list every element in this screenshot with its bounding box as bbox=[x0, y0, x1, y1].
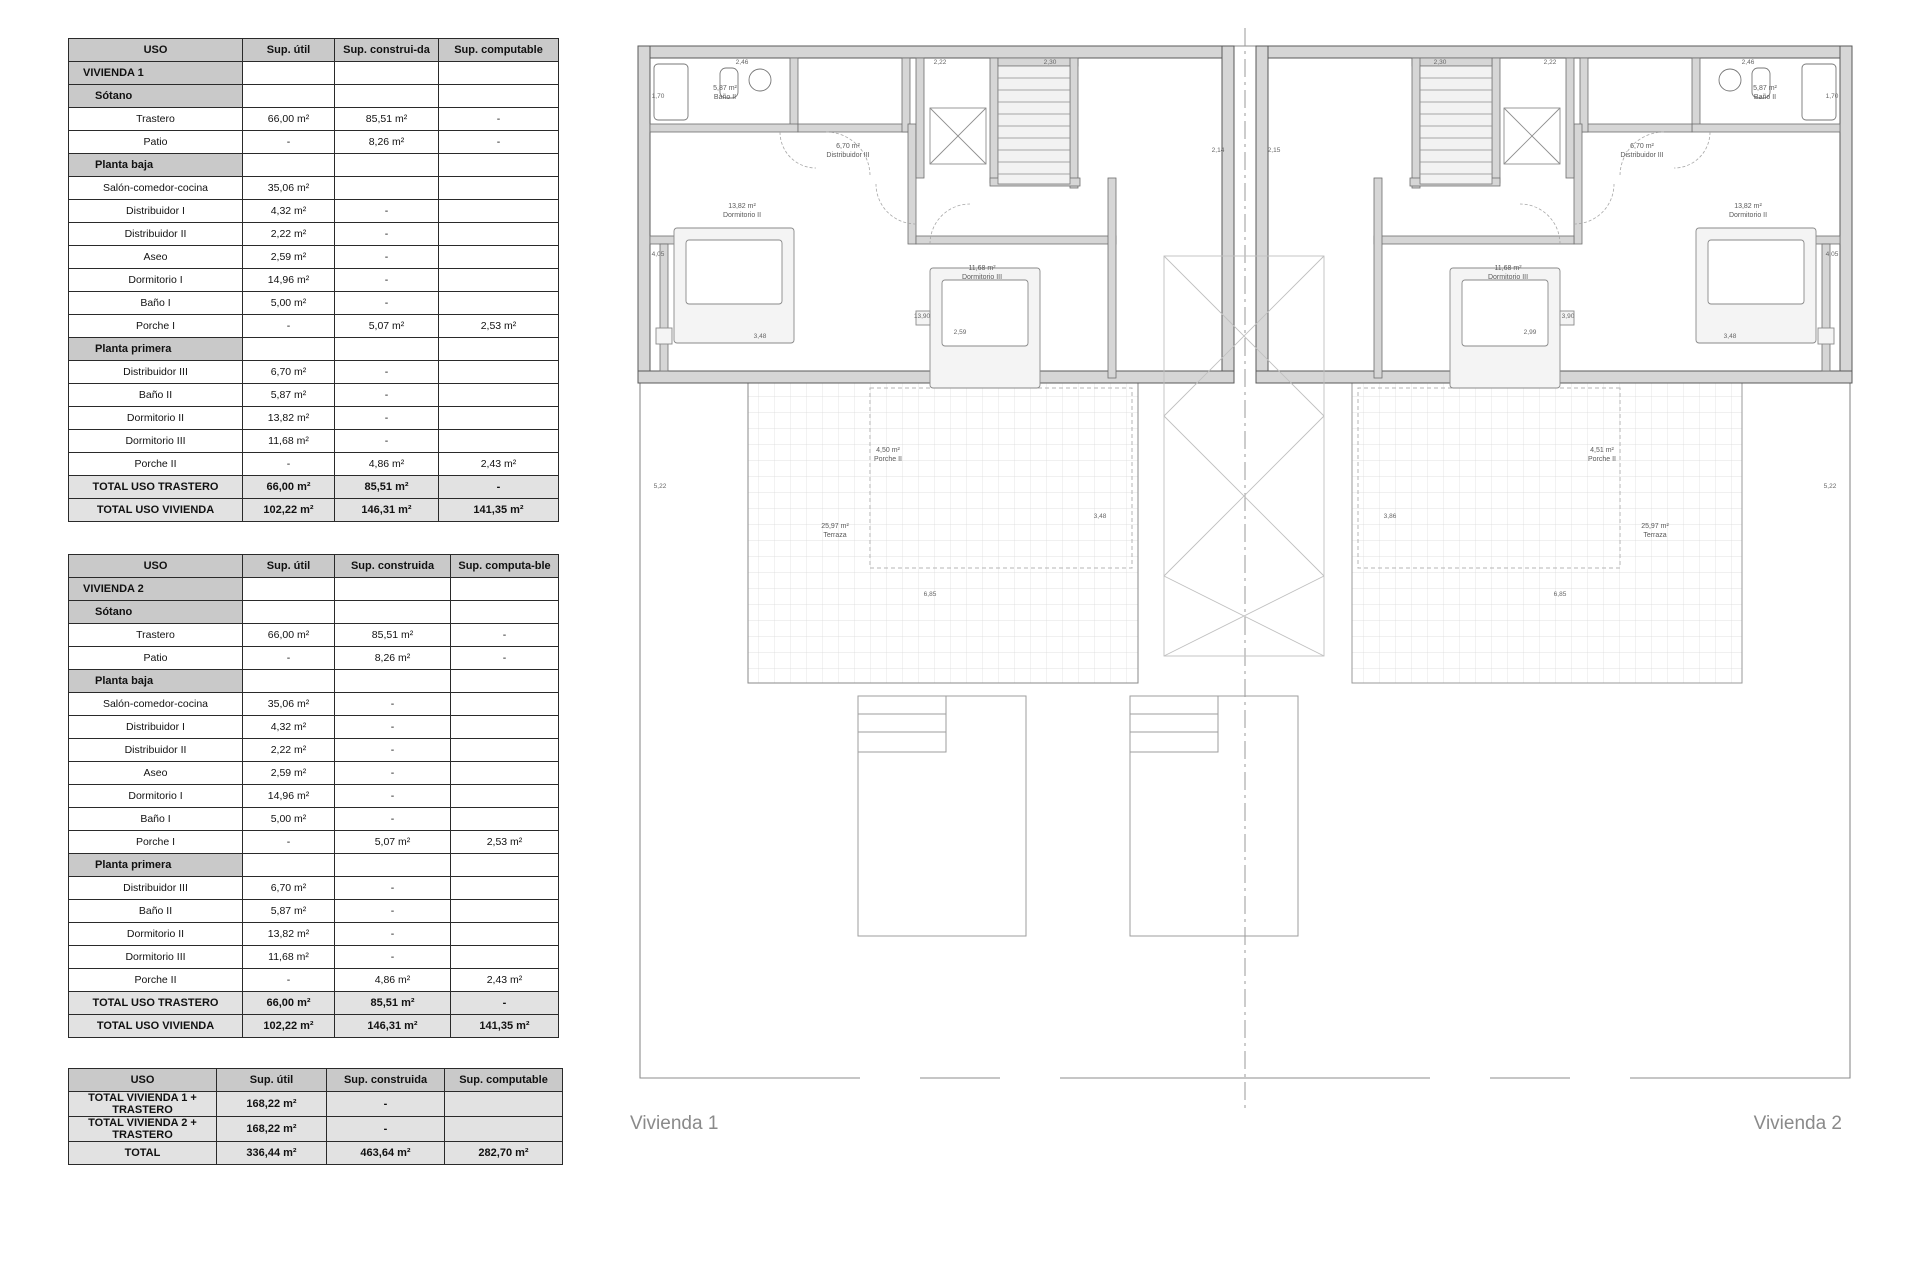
row-value: 2,59 m² bbox=[243, 762, 335, 785]
table-row bbox=[69, 578, 559, 601]
row-value: - bbox=[439, 108, 559, 131]
cell bbox=[243, 62, 335, 85]
row-label: Distribuidor III bbox=[69, 877, 243, 900]
row-value: 6,70 m² bbox=[243, 877, 335, 900]
table-row bbox=[69, 499, 559, 522]
svg-text:3,48: 3,48 bbox=[1093, 513, 1107, 520]
column-header-2: Sup. útil bbox=[243, 39, 335, 62]
svg-text:Baño II: Baño II bbox=[713, 94, 737, 101]
svg-text:Dormitorio II: Dormitorio II bbox=[722, 212, 762, 219]
svg-text:2,30: 2,30 bbox=[1433, 59, 1447, 66]
total-value: 85,51 m² bbox=[335, 476, 439, 499]
table-row bbox=[69, 315, 559, 338]
svg-text:2,46: 2,46 bbox=[1741, 59, 1755, 66]
row-value bbox=[439, 200, 559, 223]
row-value bbox=[439, 177, 559, 200]
table-row bbox=[69, 430, 559, 453]
table-row bbox=[69, 1092, 563, 1117]
cell bbox=[335, 62, 439, 85]
table-row bbox=[69, 831, 559, 854]
table-row bbox=[69, 670, 559, 693]
cell bbox=[335, 85, 439, 108]
row-value: 2,59 m² bbox=[243, 246, 335, 269]
svg-text:6,70 m²: 6,70 m² bbox=[1630, 143, 1654, 150]
cell bbox=[335, 601, 451, 624]
cell bbox=[335, 154, 439, 177]
cell bbox=[243, 578, 335, 601]
total-label: TOTAL bbox=[69, 1142, 217, 1165]
row-value: - bbox=[335, 223, 439, 246]
row-label: Baño II bbox=[69, 900, 243, 923]
row-value: 5,07 m² bbox=[335, 315, 439, 338]
row-value: 4,32 m² bbox=[243, 200, 335, 223]
table-vivienda-1-wrapper bbox=[68, 38, 559, 522]
row-value: 13,82 m² bbox=[243, 923, 335, 946]
svg-text:Dormitorio III: Dormitorio III bbox=[961, 274, 1003, 281]
column-header-1: USO bbox=[69, 1069, 217, 1092]
row-label: Patio bbox=[69, 131, 243, 154]
row-value: 5,07 m² bbox=[335, 831, 451, 854]
column-header-3: Sup. construida bbox=[335, 555, 451, 578]
cell bbox=[243, 854, 335, 877]
row-value: 11,68 m² bbox=[243, 946, 335, 969]
cell bbox=[243, 670, 335, 693]
table-row bbox=[69, 808, 559, 831]
table-row bbox=[69, 716, 559, 739]
row-value: 13,82 m² bbox=[243, 407, 335, 430]
total-value bbox=[445, 1117, 563, 1142]
row-label: Patio bbox=[69, 647, 243, 670]
svg-text:25,97 m²: 25,97 m² bbox=[1641, 523, 1669, 530]
table-row bbox=[69, 1142, 563, 1165]
row-label: Trastero bbox=[69, 108, 243, 131]
total-label: TOTAL VIVIENDA 2 + TRASTERO bbox=[69, 1117, 217, 1142]
total-value: 102,22 m² bbox=[243, 499, 335, 522]
table-row bbox=[69, 292, 559, 315]
row-value: - bbox=[335, 430, 439, 453]
svg-text:6,85: 6,85 bbox=[1553, 591, 1567, 598]
column-header-3: Sup. construida bbox=[327, 1069, 445, 1092]
row-label: Distribuidor II bbox=[69, 223, 243, 246]
table-totales bbox=[68, 1068, 563, 1165]
svg-text:11,68 m²: 11,68 m² bbox=[1494, 265, 1522, 272]
svg-text:4,51 m²: 4,51 m² bbox=[1590, 447, 1614, 454]
total-value: - bbox=[439, 476, 559, 499]
row-value: - bbox=[439, 131, 559, 154]
row-label: Porche II bbox=[69, 969, 243, 992]
total-value: 463,64 m² bbox=[327, 1142, 445, 1165]
row-value: - bbox=[243, 647, 335, 670]
svg-text:3,48: 3,48 bbox=[753, 333, 767, 340]
row-value: 66,00 m² bbox=[243, 624, 335, 647]
total-label: TOTAL USO VIVIENDA bbox=[69, 1015, 243, 1038]
cell bbox=[335, 854, 451, 877]
row-value: 85,51 m² bbox=[335, 108, 439, 131]
svg-text:1,70: 1,70 bbox=[1825, 93, 1839, 100]
row-value: - bbox=[451, 624, 559, 647]
row-value: 4,86 m² bbox=[335, 453, 439, 476]
row-value: 8,26 m² bbox=[335, 647, 451, 670]
svg-text:Dormitorio III: Dormitorio III bbox=[1487, 274, 1529, 281]
row-value: - bbox=[335, 693, 451, 716]
svg-text:3,90: 3,90 bbox=[1561, 313, 1575, 320]
cell bbox=[451, 670, 559, 693]
svg-text:2,14: 2,14 bbox=[1211, 147, 1225, 154]
table-row bbox=[69, 384, 559, 407]
row-value: 6,70 m² bbox=[243, 361, 335, 384]
caption-vivienda-1: Vivienda 1 bbox=[630, 1113, 719, 1134]
svg-text:2,30: 2,30 bbox=[1043, 59, 1057, 66]
table-row bbox=[69, 1015, 559, 1038]
cell bbox=[243, 154, 335, 177]
svg-text:3,48: 3,48 bbox=[1723, 333, 1737, 340]
svg-text:2,59: 2,59 bbox=[953, 329, 967, 336]
floor-plan-drawing bbox=[630, 28, 1860, 1134]
table-row bbox=[69, 361, 559, 384]
total-value: 66,00 m² bbox=[243, 476, 335, 499]
section-title: VIVIENDA 2 bbox=[69, 578, 243, 601]
row-value: - bbox=[335, 269, 439, 292]
svg-text:Baño II: Baño II bbox=[1753, 94, 1777, 101]
row-value: 5,00 m² bbox=[243, 292, 335, 315]
row-value: - bbox=[335, 739, 451, 762]
table-row bbox=[69, 854, 559, 877]
svg-text:2,22: 2,22 bbox=[1543, 59, 1557, 66]
table-row bbox=[69, 131, 559, 154]
svg-text:25,97 m²: 25,97 m² bbox=[821, 523, 849, 530]
total-value: - bbox=[327, 1117, 445, 1142]
row-value: 11,68 m² bbox=[243, 430, 335, 453]
row-label: Aseo bbox=[69, 762, 243, 785]
table-row bbox=[69, 877, 559, 900]
cell bbox=[451, 578, 559, 601]
total-value: 168,22 m² bbox=[217, 1092, 327, 1117]
subsection-title: Planta primera bbox=[69, 338, 243, 361]
row-label: Porche II bbox=[69, 453, 243, 476]
total-value: 336,44 m² bbox=[217, 1142, 327, 1165]
row-value: - bbox=[335, 292, 439, 315]
svg-text:4,05: 4,05 bbox=[651, 251, 665, 258]
row-label: Porche I bbox=[69, 831, 243, 854]
row-value bbox=[451, 946, 559, 969]
row-value: - bbox=[243, 831, 335, 854]
svg-text:6,70 m²: 6,70 m² bbox=[836, 143, 860, 150]
row-value bbox=[439, 361, 559, 384]
row-value bbox=[439, 407, 559, 430]
row-value bbox=[439, 430, 559, 453]
svg-text:2,15: 2,15 bbox=[1267, 147, 1281, 154]
row-label: Dormitorio III bbox=[69, 430, 243, 453]
row-value: - bbox=[243, 969, 335, 992]
table-header-row bbox=[69, 39, 559, 62]
row-value: 5,87 m² bbox=[243, 384, 335, 407]
row-label: Dormitorio II bbox=[69, 923, 243, 946]
total-label: TOTAL USO TRASTERO bbox=[69, 476, 243, 499]
total-value: 146,31 m² bbox=[335, 499, 439, 522]
table-totales-wrapper bbox=[68, 1068, 563, 1165]
row-label: Baño I bbox=[69, 292, 243, 315]
row-value: - bbox=[243, 315, 335, 338]
row-value: - bbox=[335, 716, 451, 739]
row-value bbox=[451, 785, 559, 808]
row-value: 2,53 m² bbox=[451, 831, 559, 854]
row-value: 85,51 m² bbox=[335, 624, 451, 647]
svg-text:2,99: 2,99 bbox=[1523, 329, 1537, 336]
table-row bbox=[69, 647, 559, 670]
svg-text:4,50 m²: 4,50 m² bbox=[876, 447, 900, 454]
column-header-2: Sup. útil bbox=[217, 1069, 327, 1092]
row-label: Dormitorio I bbox=[69, 269, 243, 292]
table-row bbox=[69, 601, 559, 624]
cell bbox=[451, 601, 559, 624]
row-value: - bbox=[243, 131, 335, 154]
row-value: - bbox=[335, 407, 439, 430]
row-value bbox=[451, 716, 559, 739]
column-header-4: Sup. computable bbox=[439, 39, 559, 62]
svg-text:1,70: 1,70 bbox=[651, 93, 665, 100]
row-value: 14,96 m² bbox=[243, 269, 335, 292]
svg-text:Distribuidor III: Distribuidor III bbox=[1620, 152, 1664, 159]
table-row bbox=[69, 407, 559, 430]
table-row bbox=[69, 992, 559, 1015]
row-label: Distribuidor I bbox=[69, 716, 243, 739]
row-value: - bbox=[335, 246, 439, 269]
subsection-title: Sótano bbox=[69, 85, 243, 108]
row-value: - bbox=[335, 384, 439, 407]
table-row bbox=[69, 785, 559, 808]
table-vivienda-2-wrapper bbox=[68, 554, 559, 1038]
row-value: - bbox=[451, 647, 559, 670]
svg-text:Distribuidor III: Distribuidor III bbox=[826, 152, 870, 159]
row-value: - bbox=[335, 785, 451, 808]
total-value: 141,35 m² bbox=[439, 499, 559, 522]
row-value: 5,87 m² bbox=[243, 900, 335, 923]
total-label: TOTAL VIVIENDA 1 + TRASTERO bbox=[69, 1092, 217, 1117]
column-header-4: Sup. computable bbox=[445, 1069, 563, 1092]
table-row bbox=[69, 624, 559, 647]
row-label: Dormitorio III bbox=[69, 946, 243, 969]
row-value bbox=[451, 923, 559, 946]
svg-text:2,46: 2,46 bbox=[735, 59, 749, 66]
table-row bbox=[69, 108, 559, 131]
svg-text:Terraza: Terraza bbox=[823, 532, 847, 539]
svg-text:11,68 m²: 11,68 m² bbox=[968, 265, 996, 272]
row-value bbox=[451, 900, 559, 923]
row-label: Salón-comedor-cocina bbox=[69, 177, 243, 200]
table-row bbox=[69, 969, 559, 992]
row-value: 2,43 m² bbox=[451, 969, 559, 992]
row-value bbox=[439, 223, 559, 246]
table-row bbox=[69, 85, 559, 108]
table-row bbox=[69, 269, 559, 292]
cell bbox=[439, 154, 559, 177]
svg-text:5,87 m²: 5,87 m² bbox=[713, 85, 737, 92]
total-value: 102,22 m² bbox=[243, 1015, 335, 1038]
row-value: - bbox=[335, 762, 451, 785]
cell bbox=[243, 601, 335, 624]
table-row bbox=[69, 200, 559, 223]
row-value bbox=[439, 246, 559, 269]
row-label: Distribuidor III bbox=[69, 361, 243, 384]
row-value: 4,86 m² bbox=[335, 969, 451, 992]
table-row bbox=[69, 246, 559, 269]
row-value: 2,22 m² bbox=[243, 739, 335, 762]
svg-text:3,86: 3,86 bbox=[1383, 513, 1397, 520]
total-value: 146,31 m² bbox=[335, 1015, 451, 1038]
row-label: Dormitorio I bbox=[69, 785, 243, 808]
row-label: Salón-comedor-cocina bbox=[69, 693, 243, 716]
row-value: 2,53 m² bbox=[439, 315, 559, 338]
column-header-1: USO bbox=[69, 555, 243, 578]
caption-vivienda-2: Vivienda 2 bbox=[1753, 1113, 1842, 1134]
table-vivienda-2 bbox=[68, 554, 559, 1038]
table-row bbox=[69, 476, 559, 499]
total-value: 168,22 m² bbox=[217, 1117, 327, 1142]
row-value bbox=[451, 808, 559, 831]
row-value: - bbox=[335, 361, 439, 384]
total-value: 66,00 m² bbox=[243, 992, 335, 1015]
table-row bbox=[69, 177, 559, 200]
total-value: 282,70 m² bbox=[445, 1142, 563, 1165]
cell bbox=[451, 854, 559, 877]
row-value bbox=[439, 292, 559, 315]
cell bbox=[335, 578, 451, 601]
row-value bbox=[451, 693, 559, 716]
row-value: 5,00 m² bbox=[243, 808, 335, 831]
subsection-title: Planta primera bbox=[69, 854, 243, 877]
table-row bbox=[69, 900, 559, 923]
column-header-2: Sup. útil bbox=[243, 555, 335, 578]
table-header-row bbox=[69, 555, 559, 578]
row-value: - bbox=[335, 877, 451, 900]
cell bbox=[335, 338, 439, 361]
row-value: 35,06 m² bbox=[243, 693, 335, 716]
row-label: Porche I bbox=[69, 315, 243, 338]
svg-text:Porche II: Porche II bbox=[1587, 456, 1617, 463]
row-label: Dormitorio II bbox=[69, 407, 243, 430]
row-value: 2,43 m² bbox=[439, 453, 559, 476]
row-value bbox=[439, 384, 559, 407]
table-vivienda-1 bbox=[68, 38, 559, 522]
svg-text:Porche II: Porche II bbox=[873, 456, 903, 463]
row-value: - bbox=[335, 200, 439, 223]
table-row bbox=[69, 453, 559, 476]
section-title: VIVIENDA 1 bbox=[69, 62, 243, 85]
svg-text:13,82 m²: 13,82 m² bbox=[728, 203, 756, 210]
cell bbox=[439, 338, 559, 361]
total-value: - bbox=[451, 992, 559, 1015]
row-label: Baño II bbox=[69, 384, 243, 407]
table-row bbox=[69, 62, 559, 85]
total-value: 141,35 m² bbox=[451, 1015, 559, 1038]
svg-text:2,22: 2,22 bbox=[933, 59, 947, 66]
cell bbox=[439, 85, 559, 108]
svg-text:13,90: 13,90 bbox=[913, 313, 931, 320]
row-value: 66,00 m² bbox=[243, 108, 335, 131]
row-value bbox=[451, 877, 559, 900]
table-row bbox=[69, 154, 559, 177]
table-row bbox=[69, 1117, 563, 1142]
row-label: Distribuidor I bbox=[69, 200, 243, 223]
total-value: - bbox=[327, 1092, 445, 1117]
column-header-1: USO bbox=[69, 39, 243, 62]
row-label: Aseo bbox=[69, 246, 243, 269]
table-row bbox=[69, 223, 559, 246]
row-value: 8,26 m² bbox=[335, 131, 439, 154]
svg-text:5,22: 5,22 bbox=[1823, 483, 1837, 490]
row-value: - bbox=[335, 808, 451, 831]
row-label: Baño I bbox=[69, 808, 243, 831]
table-row bbox=[69, 946, 559, 969]
row-value bbox=[335, 177, 439, 200]
total-label: TOTAL USO TRASTERO bbox=[69, 992, 243, 1015]
table-row bbox=[69, 762, 559, 785]
cell bbox=[439, 62, 559, 85]
row-value: - bbox=[335, 900, 451, 923]
svg-text:5,22: 5,22 bbox=[653, 483, 667, 490]
row-label: Trastero bbox=[69, 624, 243, 647]
svg-text:Terraza: Terraza bbox=[1643, 532, 1667, 539]
svg-text:6,85: 6,85 bbox=[923, 591, 937, 598]
table-row bbox=[69, 693, 559, 716]
row-value: 14,96 m² bbox=[243, 785, 335, 808]
subsection-title: Planta baja bbox=[69, 670, 243, 693]
row-value: 35,06 m² bbox=[243, 177, 335, 200]
row-value: 4,32 m² bbox=[243, 716, 335, 739]
svg-text:13,82 m²: 13,82 m² bbox=[1734, 203, 1762, 210]
svg-text:5,87 m²: 5,87 m² bbox=[1753, 85, 1777, 92]
subsection-title: Planta baja bbox=[69, 154, 243, 177]
subsection-title: Sótano bbox=[69, 601, 243, 624]
column-header-4: Sup. computa-ble bbox=[451, 555, 559, 578]
svg-text:Dormitorio II: Dormitorio II bbox=[1728, 212, 1768, 219]
total-value bbox=[445, 1092, 563, 1117]
row-value: - bbox=[335, 946, 451, 969]
cell bbox=[243, 338, 335, 361]
svg-text:4,05: 4,05 bbox=[1825, 251, 1839, 258]
cell bbox=[335, 670, 451, 693]
row-value: 2,22 m² bbox=[243, 223, 335, 246]
row-label: Distribuidor II bbox=[69, 739, 243, 762]
row-value: - bbox=[335, 923, 451, 946]
cell bbox=[243, 85, 335, 108]
total-value: 85,51 m² bbox=[335, 992, 451, 1015]
table-row bbox=[69, 338, 559, 361]
table-header-row bbox=[69, 1069, 563, 1092]
table-row bbox=[69, 739, 559, 762]
row-value bbox=[451, 762, 559, 785]
row-value bbox=[439, 269, 559, 292]
row-value: - bbox=[243, 453, 335, 476]
table-row bbox=[69, 923, 559, 946]
row-value bbox=[451, 739, 559, 762]
column-header-3: Sup. construi-da bbox=[335, 39, 439, 62]
total-label: TOTAL USO VIVIENDA bbox=[69, 499, 243, 522]
